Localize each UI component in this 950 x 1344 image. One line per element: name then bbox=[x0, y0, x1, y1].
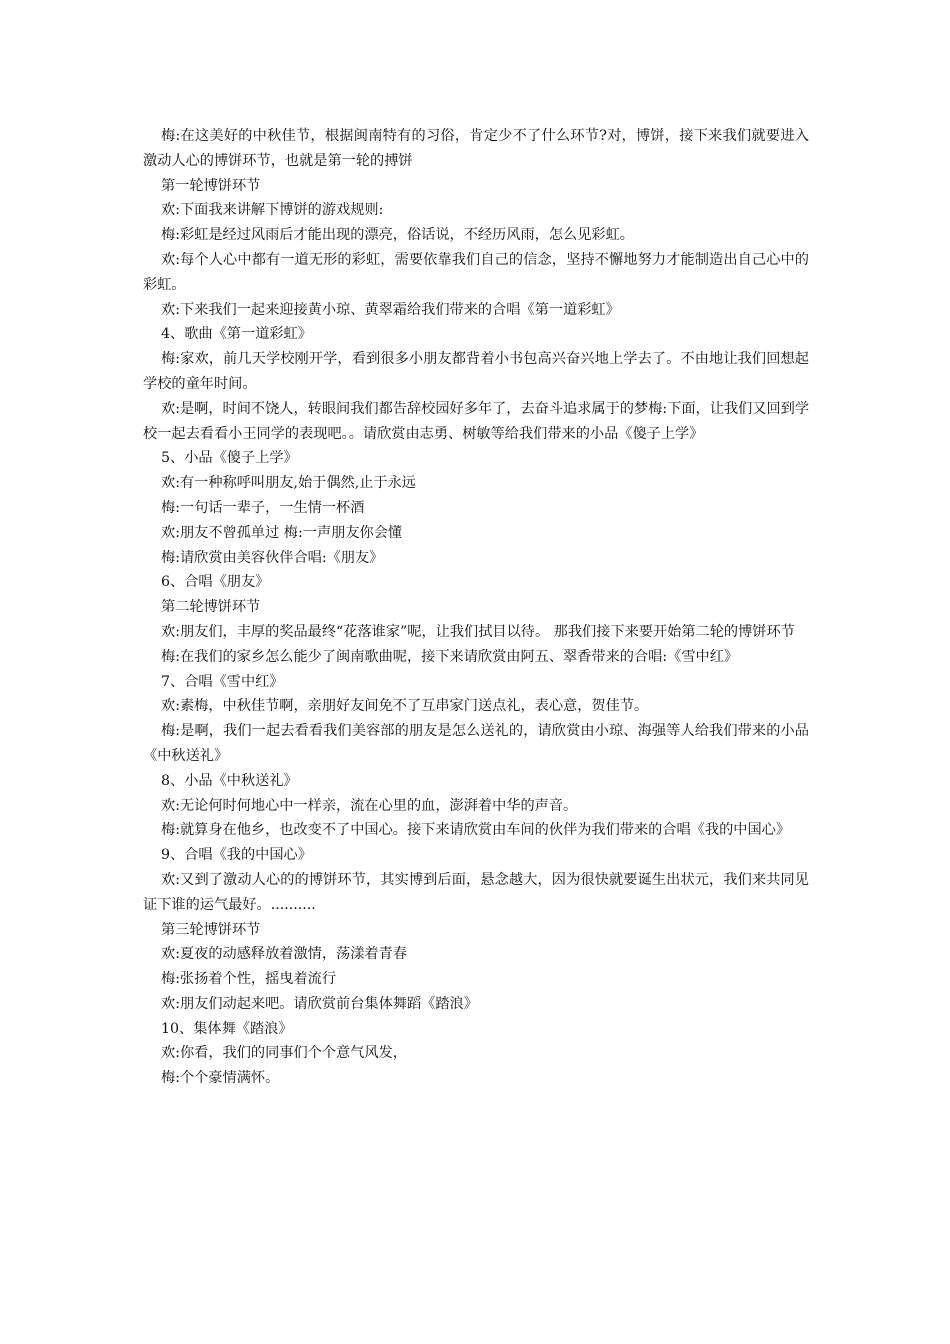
paragraph: 梅:彩虹是经过风雨后才能出现的漂亮，俗话说，不经历风雨，怎么见彩虹。 bbox=[161, 227, 634, 244]
paragraph: 欢:下来我们一起来迎接黄小琼、黄翠霜给我们带来的合唱《第一道彩虹》 bbox=[161, 301, 620, 318]
paragraph: 欢:无论何时何地心中一样亲，流在心里的血，澎湃着中华的声音。 bbox=[161, 797, 578, 814]
paragraph: 欢:朋友不曾孤单过 梅:一声朋友你会懂 bbox=[161, 524, 403, 541]
section-heading-round-2: 第二轮博饼环节 bbox=[161, 599, 261, 616]
paragraph: 梅:家欢，前几天学校刚开学，看到很多小朋友都背着小书包高兴奋兴地上学去了。不由地让我们回想起学校的童年时间。 bbox=[143, 351, 809, 392]
program-item-9: 9、合唱《我的中国心》 bbox=[161, 847, 312, 864]
paragraph: 欢:朋友们动起来吧。请欣赏前台集体舞蹈《踏浪》 bbox=[161, 995, 478, 1012]
document-body bbox=[143, 124, 809, 1091]
paragraph: 欢:每个人心中都有一道无形的彩虹，需要依靠我们自己的信念，坚持不懈地努力才能制造出自己心中的彩虹。 bbox=[143, 251, 809, 293]
program-item-4: 4、歌曲《第一道彩虹》 bbox=[161, 326, 312, 343]
paragraph: 欢:有一种称呼叫朋友,始于偶然,止于永远 bbox=[161, 475, 416, 492]
paragraph: 欢:你看，我们的同事们个个意气风发， bbox=[161, 1045, 407, 1062]
paragraph: 梅:在我们的家乡怎么能少了闽南歌曲呢，接下来请欣赏由阿五、翠香带来的合唱:《雪中红》 bbox=[161, 648, 739, 665]
program-item-6: 6、合唱《朋友》 bbox=[161, 574, 270, 591]
paragraph: 梅:一句话一辈子，一生情一杯酒 bbox=[161, 499, 365, 516]
program-item-10: 10、集体舞《踏浪》 bbox=[161, 1020, 293, 1037]
section-heading-round-3: 第三轮博饼环节 bbox=[161, 921, 261, 938]
paragraph: 梅:请欣赏由美容伙伴合唱:《朋友》 bbox=[161, 549, 384, 566]
paragraph-intro-bobing: 梅:在这美好的中秋佳节，根据闽南特有的习俗，肯定少不了什么环节?对，博饼，接下来我们就要进入激动人心的博饼环节，也就是第一轮的搏饼 bbox=[143, 128, 809, 169]
paragraph: 梅:就算身在他乡，也改变不了中国心。接下来请欣赏由车间的伙伴为我们带来的合唱《我的中国心》 bbox=[161, 822, 791, 839]
paragraph: 欢:朋友们，丰厚的奖品最终“花落谁家”呢，让我们拭目以待。 那我们接下来要开始第二轮的博饼环节 bbox=[161, 623, 795, 640]
paragraph: 欢:下面我来讲解下博饼的游戏规则: bbox=[161, 202, 384, 219]
paragraph: 梅:是啊，我们一起去看看我们美容部的朋友是怎么送礼的，请欣赏由小琼、海强等人给我们带来的小品《中秋送礼》 bbox=[143, 723, 809, 764]
paragraph: 欢:又到了激动人心的的博饼环节，其实博到后面，悬念越大，因为很快就要诞生出状元，我们来共同见证下谁的运气最好。.......... bbox=[143, 871, 809, 913]
paragraph: 梅:个个豪情满怀。 bbox=[161, 1070, 280, 1087]
section-heading-round-1: 第一轮博饼环节 bbox=[161, 177, 261, 194]
paragraph: 欢:素梅，中秋佳节啊，亲朋好友间免不了互串家门送点礼，表心意，贺佳节。 bbox=[161, 698, 649, 715]
program-item-8: 8、小品《中秋送礼》 bbox=[161, 772, 298, 789]
paragraph: 欢:夏夜的动感释放着激情，荡漾着青春 bbox=[161, 946, 407, 963]
program-item-7: 7、合唱《雪中红》 bbox=[161, 673, 284, 690]
paragraph: 欢:是啊，时间不饶人，转眼间我们都告辞校园好多年了，去奋斗追求属于的梦梅:下面，让我们又回到学校一起去看看小王同学的表现吧。。请欣赏由志勇、树敏等给我们带来的小品《傻子上学》 bbox=[143, 400, 810, 442]
program-item-5: 5、小品《傻子上学》 bbox=[161, 450, 298, 467]
paragraph: 梅:张扬着个性，摇曳着流行 bbox=[161, 971, 337, 988]
